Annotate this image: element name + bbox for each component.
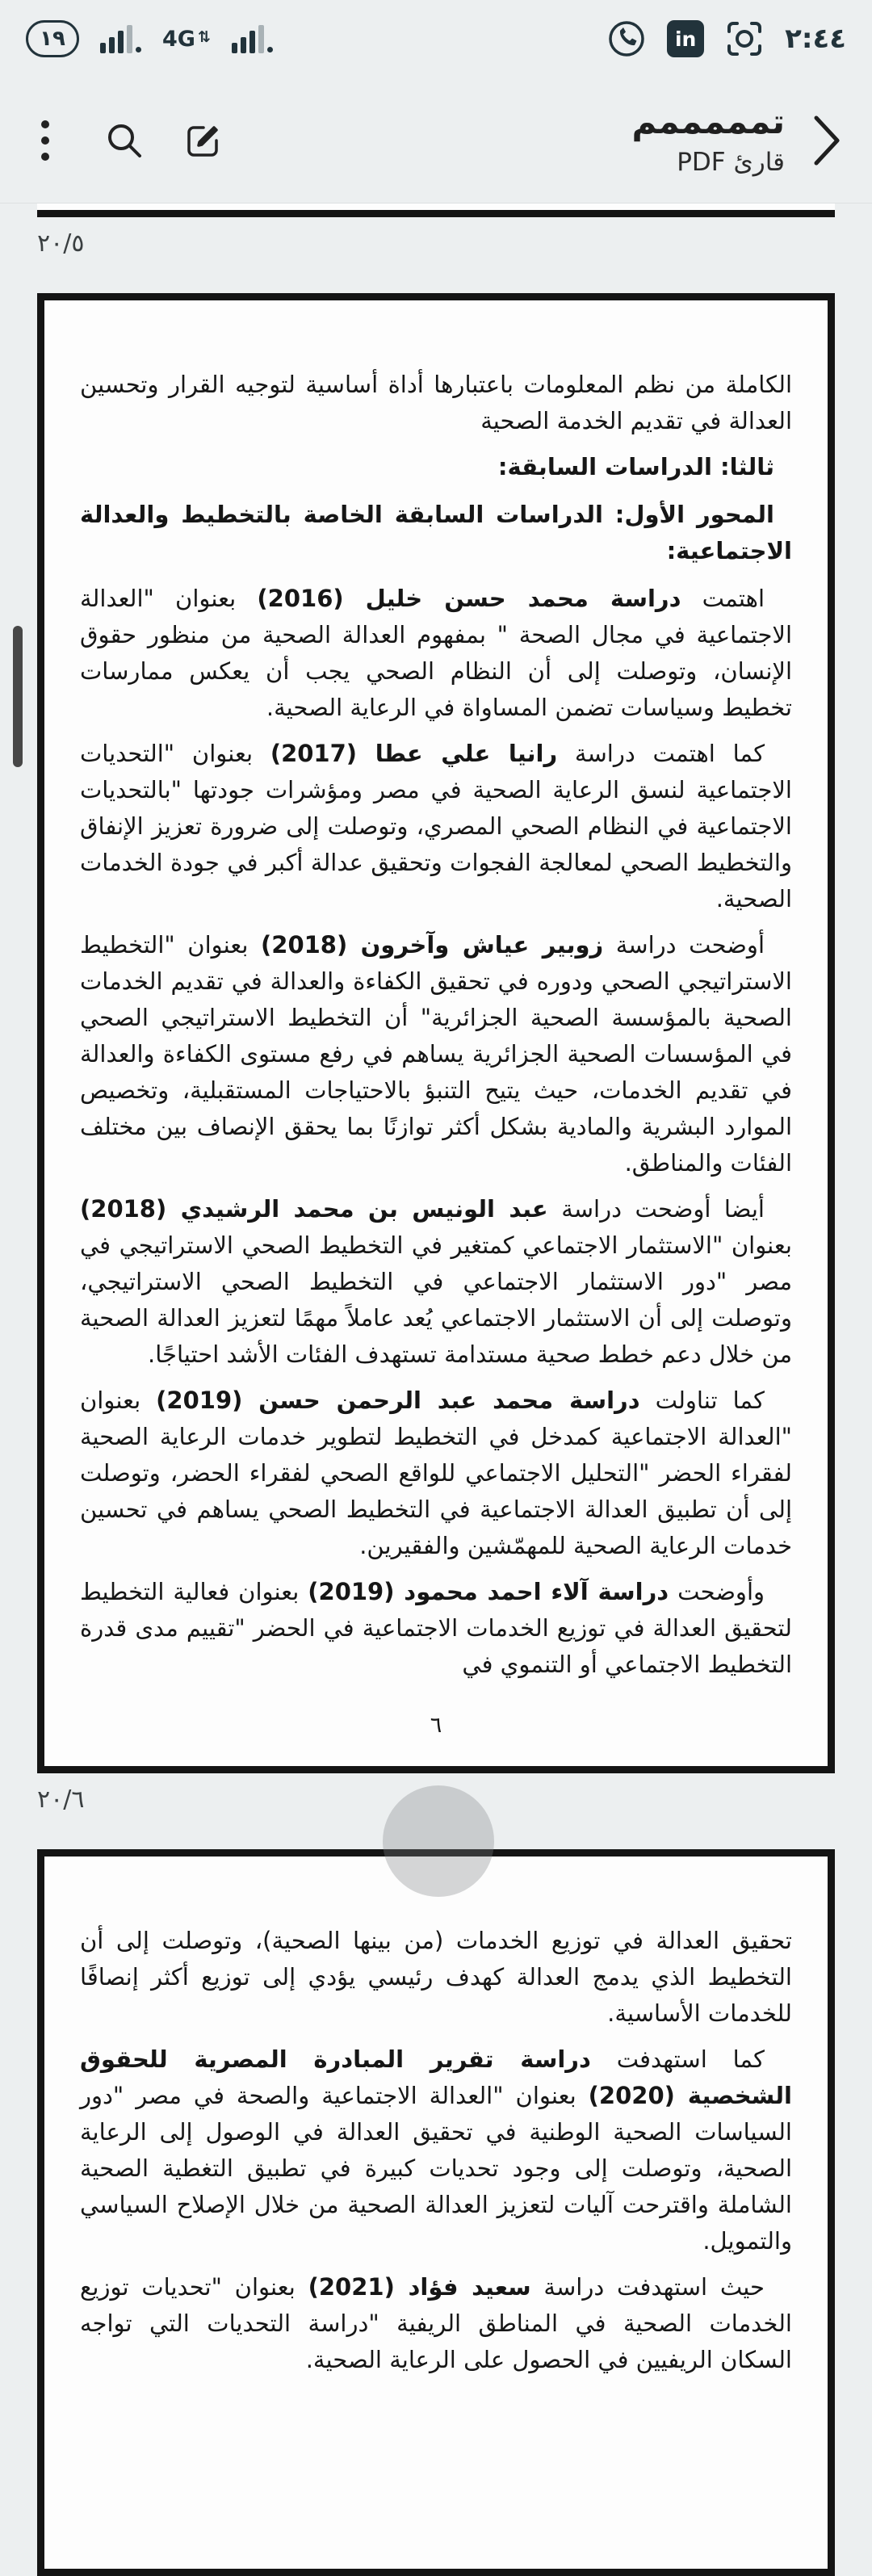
page-7-text <box>80 1923 792 2378</box>
paragraph: كما اهتمت دراسة رانيا علي عطا (2017) بعنوان "التحديات الاجتماعية لنسق الرعاية الصحية في مصر ومؤشرات جودتها "بالتحديات الاجتماعية في النظام الصحي المصري، وتوصلت إلى ضرورة تعزيز الإنفاق والتخطيط الصحي لمعالجة الفجوات وتحقيق عدالة أكبر في جودة الخدمات الصحية. <box>80 740 792 913</box>
screen-capture-icon <box>725 19 764 58</box>
battery-indicator: ١٩ <box>26 20 79 57</box>
paragraph: كما تناولت دراسة محمد عبد الرحمن حسن (2019) بعنوان "العدالة الاجتماعية كمدخل في التخطيط لتطوير خدمات الرعاية الصحية لفقراء الحضر "التحليل الاجتماعي للواقع الصحي لفقراء الحضر، وتوصلت إلى أن تطبيق العدالة الاجتماعية في التخطيط الصحي يساهم في تحسين خدمات الرعاية الصحية للمهمّشين والفقيرين. <box>80 1387 792 1559</box>
network-indicator <box>162 27 211 52</box>
overflow-menu-button[interactable] <box>19 115 71 166</box>
pdf-page-6[interactable] <box>37 293 835 1773</box>
pdf-page-5-bottom-edge <box>37 203 835 217</box>
paragraph: اهتمت دراسة محمد حسن خليل (2016) بعنوان "العدالة الاجتماعية في مجال الصحة " بمفهوم العدالة الصحية من منظور حقوق الإنسان، وتوصلت إلى أن النظام الصحي يجب أن يعكس ممارسات تخطيط وسياسات تضمن المساواة في الرعاية الصحية. <box>80 585 792 721</box>
pdf-scroll-area[interactable] <box>0 203 872 2576</box>
paragraph: الكاملة من نظم المعلومات باعتبارها أداة أساسية لتوجيه القرار وتحسين العدالة في تقديم الخدمة الصحية <box>80 371 792 434</box>
paragraph: تحقيق العدالة في توزيع الخدمات (من بينها الصحية)، وتوصلت إلى أن التخطيط الذي يدمج العدالة كهدف رئيسي يؤدي إلى توزيع أكثر إنصافًا للخدمات الأساسية. <box>80 1927 792 2027</box>
whatsapp-notification-icon <box>607 19 646 58</box>
data-arrows-icon: ⇅ <box>197 27 211 46</box>
paragraph: حيث استهدفت دراسة سعيد فؤاد (2021) بعنوان "تحديات توزيع الخدمات الصحية في المناطق الريفية "دراسة التحديات التي تواجه السكان الريفيين في الحصول على الرعاية الصحية. <box>80 2273 792 2373</box>
document-title: تمممممم <box>631 102 785 142</box>
paragraph: أيضا أوضحت دراسة عبد الونيس بن محمد الرشيدي (2018) بعنوان "الاستثمار الاجتماعي كمتغير في التخطيط الصحي الاستراتيجي في مصر "دور الاستثمار الاجتماعي في التخطيط الصحي الاستراتيجي، وتوصلت إلى أن الاستثمار الاجتماعي يُعد عاملاً مهمًا لتعزيز العدالة الصحية من خلال دعم خطط صحية مستدامة تستهدف الفئات الأشد احتياجًا. <box>80 1195 792 1368</box>
kebab-menu-icon <box>40 118 51 163</box>
page-6-text <box>80 367 792 1743</box>
page-number: ٦ <box>430 1713 442 1738</box>
paragraph: كما استهدفت دراسة تقرير المبادرة المصرية للحقوق الشخصية (2020) بعنوان "العدالة الاجتماعية والصحة في مصر "دور السياسات الصحية الوطنية في تحقيق العدالة في الوصول إلى الرعاية الصحية، وتوصلت إلى وجود تحديات كبيرة في تطبيق التغطية الصحية الشاملة واقترحت آليات لتعزيز العدالة الصحية من خلال الإصلاح السياسي والتمويل. <box>80 2045 792 2255</box>
status-left-group <box>26 20 273 57</box>
signal-bars-icon <box>100 24 141 53</box>
search-button[interactable] <box>99 115 150 166</box>
edit-icon <box>182 120 224 162</box>
paragraph: أوضحت دراسة زوبير عياش وآخرون (2018) بعنوان "التخطيط الاستراتيجي الصحي ودوره في تحقيق الكفاءة والعدالة في تقديم الخدمات الصحية بالمؤسسة الصحية الجزائرية" أن التخطيط الاستراتيجي الصحي في المؤسسات الصحية الجزائرية يساهم في رفع مستوى الكفاءة والعدالة في تقديم الخدمات، حيث يتيح التنبؤ بالاحتياجات المستقبلية، وتخصيص الموارد البشرية والمادية بشكل أكثر توازنًا بما يحقق الإنصاف بين مختلف الفئات والمناطق. <box>80 931 792 1177</box>
header-titles <box>632 103 786 176</box>
pdf-page-7[interactable] <box>37 1849 835 2576</box>
app-header <box>0 78 872 203</box>
status-bar <box>0 0 872 78</box>
chevron-right-icon <box>810 111 844 170</box>
subsection-heading: المحور الأول: الدراسات السابقة الخاصة بالتخطيط والعدالة الاجتماعية: <box>80 501 792 564</box>
search-icon <box>103 120 145 162</box>
edit-button[interactable] <box>178 115 229 166</box>
fast-scroll-bubble[interactable] <box>383 1785 494 1897</box>
scrollbar-thumb[interactable] <box>13 626 23 767</box>
network-type-label: 4G <box>162 26 195 52</box>
paragraph: وأوضحت دراسة آلاء احمد محمود (2019) بعنوان فعالية التخطيط لتحقيق العدالة في توزيع الخدمات الاجتماعية في الحضر "تقييم مدى قدرة التخطيط الاجتماعي أو التنموي في <box>80 1578 792 1678</box>
signal-bars-icon-2 <box>232 24 273 53</box>
app-name-label: قارئ PDF <box>677 147 785 177</box>
status-right-group <box>607 19 846 58</box>
back-button[interactable] <box>801 107 853 174</box>
section-heading: ثالثا: الدراسات السابقة: <box>497 453 774 480</box>
linkedin-notification-icon: in <box>667 20 704 57</box>
page-position-label-6: ٢٠/٦ <box>37 1785 85 1814</box>
clock: ٢:٤٤ <box>785 23 846 55</box>
page-position-label-5: ٢٠/٥ <box>37 229 85 258</box>
